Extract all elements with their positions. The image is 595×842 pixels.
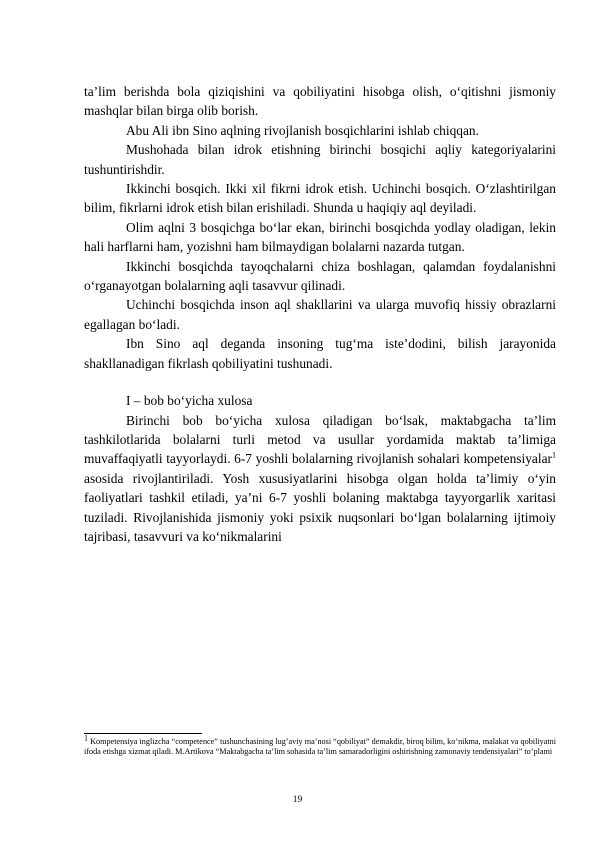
paragraph-spacer xyxy=(84,373,556,391)
footnote-text: Kompetensiya inglizcha “competence” tushunchasining lug’aviy ma’nosi “qobiliyat” demakdir, biroq bilim, ko’nikma, malakat va qobiliyatni ifoda etishga xizmat qiladi. M.Artikova “Maktabgacha ta’lim sohasida ta’lim samaradorligini oshirishning zamonaviy tendensiyalari” to’plami xyxy=(84,737,556,757)
body-paragraph-4: Ikkinchi bosqich. Ikki xil fikrni idrok etish. Uchinchi bosqich. O‘zlashtirilgan bilim, fikrlarni idrok etish bilan erishiladi. Shunda u haqiqiy aql deyiladi. xyxy=(84,181,556,216)
body-paragraph-2: Abu Ali ibn Sino aqlning rivojlanish bosqichlarini ishlab chiqqan. xyxy=(126,122,479,138)
body-paragraph-1: ta’lim berishda bola qiziqishini va qobiliyatini hisobga olish, o‘qitishni jismoniy mashqlar bilan birga olib borish. xyxy=(84,84,556,119)
conclusion-paragraph xyxy=(84,411,556,547)
footnote-marker: 1 xyxy=(84,733,88,743)
conclusion-text-end: asosida rivojlantiriladi. Yosh xususiyatlarini hisobga olgan holda ta’limiy o‘yin faoliyatlari tashkil etiladi, ya’ni 6-7 yoshli bolaning maktabga tayyorgarlik xaritasi tuziladi. Rivojlanishida jismoniy yoki psixik nuqsonlari bo‘lgan bolalarning ijtimoiy tajribasi, tasavvuri va ko‘nikmalarini xyxy=(84,470,556,544)
conclusion-text-start: Birinchi bob bo‘yicha xulosa qiladigan bo‘lsak, maktabgacha ta’lim tashkilotlarida bolalarni turli metod va usullar yordamida maktab ta’limiga muvaffaqiyatli tayyorlaydi. 6-7 yoshli bolalarning rivojlanish sohalari kompetensiyalar xyxy=(84,412,556,467)
page-body xyxy=(84,82,556,546)
body-paragraph-3: Mushohada bilan idrok etishning birinchi bosqichi aqliy kategoriyalarini tushuntirishdir. xyxy=(84,142,556,177)
footnote-divider xyxy=(84,733,202,734)
footnote-reference[interactable]: 1 xyxy=(552,450,556,460)
footnote xyxy=(84,733,556,757)
page-number: 19 xyxy=(292,795,303,805)
body-paragraph-6: Ikkinchi bosqichda tayoqchalarni chiza boshlagan, qalamdan foydalanishni o‘rganayotgan bolalarning aqli tasavvur qilinadi. xyxy=(84,258,556,294)
body-paragraph-7: Uchinchi bosqichda inson aql shakllarini va ularga muvofiq hissiy obrazlarni egallagan bo‘ladi. xyxy=(84,297,556,332)
body-paragraph-5: Olim aqlni 3 bosqichga bo‘lar ekan, birinchi bosqichda yodlay oladigan, lekin hali harflarni ham, yozishni ham bilmaydigan bolalarni nazarda tutgan. xyxy=(84,219,556,255)
section-heading: I – bob bo‘yicha xulosa xyxy=(126,393,253,409)
body-paragraph-8: Ibn Sino aql deganda insoning tug‘ma iste’dodini, bilish jarayonida shakllanadigan fikrlash qobiliyatini tushunadi. xyxy=(84,336,556,371)
